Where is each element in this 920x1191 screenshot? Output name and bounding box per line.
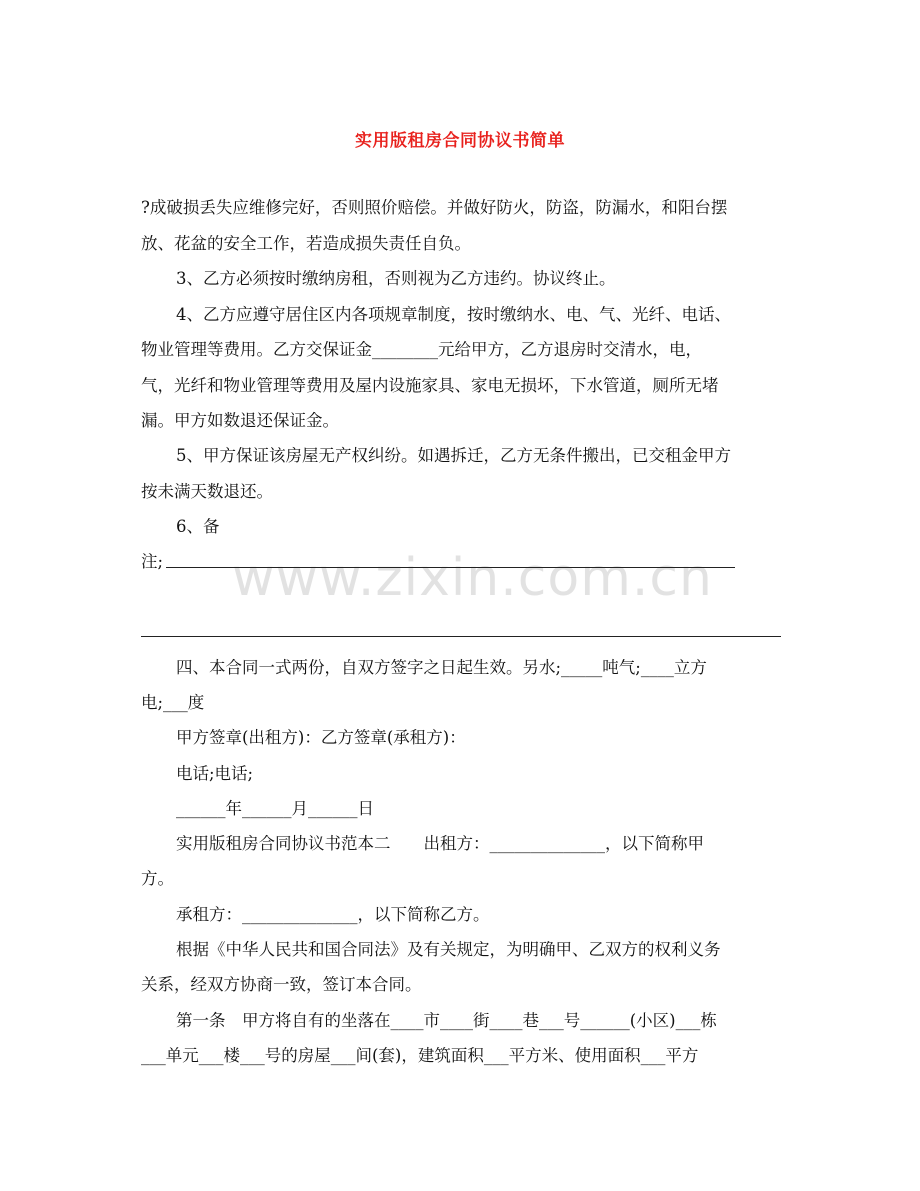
paragraph-line: 物业管理等费用。乙方交保证金________元给甲方，乙方退房时交清水，电， [141,340,702,359]
paragraph-line: 5、甲方保证该房屋无产权纠纷。如遇拆迁，乙方无条件搬出，已交租金甲方 [176,446,731,465]
paragraph-line: 第一条 甲方将自有的坐落在____市____街____巷___号______(小区)___栋 [176,1011,717,1030]
signature-line: 甲方签章(出租方)：乙方签章(承租方)： [176,728,466,747]
paragraph-line: ___单元___楼___号的房屋___间(套)，建筑面积___平方米、使用面积___平方 [141,1046,699,1065]
paragraph-line: 方。 [141,869,174,888]
paragraph-line: ?成破损丢失应维修完好，否则照价赔偿。并做好防火，防盗，防漏水，和阳台摆 [141,198,728,217]
watermark-text: www.zixin.com.cn [232,548,713,608]
remarks-label: 注; [141,552,164,571]
phone-line: 电话;电话; [176,764,254,783]
paragraph-line: 四、本合同一式两份，自双方签字之日起生效。另水;_____吨气;____立方 [176,658,707,677]
paragraph-line: 电;___度 [141,693,205,712]
paragraph-line: 气，光纤和物业管理等费用及屋内设施家具、家电无损坏，下水管道，厕所无堵 [141,376,719,395]
paragraph-line: 根据《中华人民共和国合同法》及有关规定，为明确甲、乙双方的权利义务 [176,940,721,959]
paragraph-line: 实用版租房合同协议书范本二 出租方：______________，以下简称甲 [176,834,704,853]
paragraph-line: 承租方：______________，以下简称乙方。 [176,905,490,924]
paragraph-line: 6、备 [176,517,220,536]
paragraph-line: 漏。甲方如数退还保证金。 [141,411,339,430]
paragraph-line: 关系，经双方协商一致，签订本合同。 [141,975,422,994]
paragraph-line: 放、花盆的安全工作，若造成损失责任自负。 [141,234,471,253]
paragraph-line: 3、乙方必须按时缴纳房租，否则视为乙方违约。协议终止。 [176,269,616,288]
remarks-underline [166,567,735,568]
date-line: ______年______月______日 [176,799,374,818]
document-title: 实用版租房合同协议书简单 [355,131,565,151]
remarks-underline-full [141,636,781,637]
paragraph-line: 按未满天数退还。 [141,482,273,501]
paragraph-line: 4、乙方应遵守居住区内各项规章制度，按时缴纳水、电、气、光纤、电话、 [176,305,731,324]
